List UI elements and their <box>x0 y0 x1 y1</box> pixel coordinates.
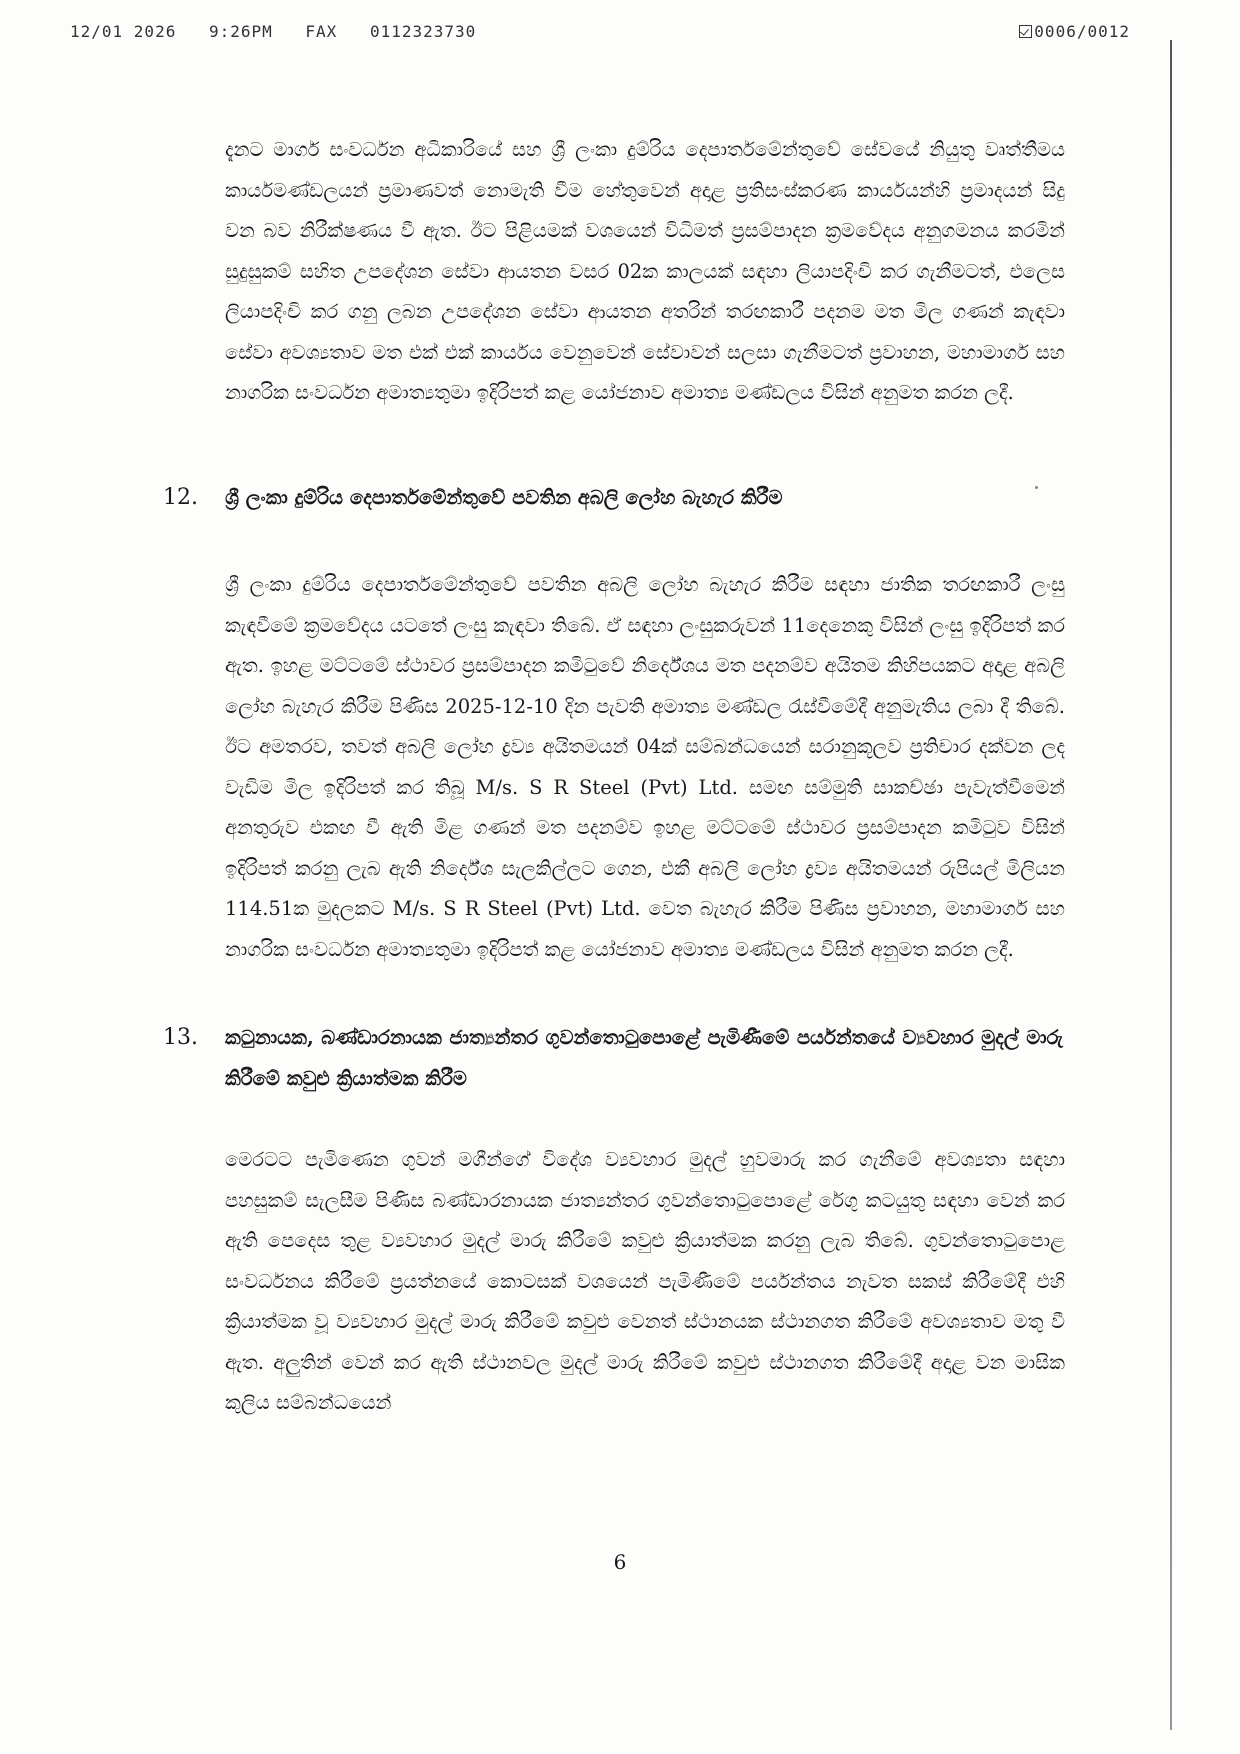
fax-number: 0112323730 <box>369 22 477 41</box>
section-number: 13. <box>163 1025 198 1050</box>
page-number: 6 <box>613 1550 627 1574</box>
scan-speck <box>1035 486 1038 489</box>
section-heading-13 <box>163 1018 1063 1099</box>
fax-date: 12/01 2026 <box>70 22 177 41</box>
section-title: කටුනායක, බණ්ඩාරනායක ජාත්‍යන්තර ගුවන්තොටුපොළේ පැමිණීමේ පර්යන්තයේ ව්‍යවහාර මුදල් මාරු කිරීමේ කවුළු ක්‍රියාත්මක කිරීම <box>225 1026 1063 1090</box>
section-number: 12. <box>163 485 198 510</box>
section-12-body: ශ්‍රී ලංකා දුම්රිය දෙපාර්තමේන්තුවේ පවතින අබලි ලෝහ බැහැර කිරීම සඳහා ජාතික තරඟකාරී ලංසු කැඳවීමේ ක්‍රමවේදය යටතේ ලංසු කැඳවා තිබේ. ඒ සඳහා ලංසුකරුවන් 11දෙනෙකු විසින් ලංසු ඉදිරිපත් කර ඇත. ඉහළ මට්ටමේ ස්ථාවර ප්‍රසම්පාදන කමිටුවේ නිර්දේශය මත පදනම්ව අයිතම කිහිපයකට අදාළ අබලි ලෝහ බැහැර කිරීම පිණිස 2025-12-10 දින පැවති අමාත්‍ය මණ්ඩල රැස්වීමේදී අනුමැතිය ලබා දී තිබේ. ඊට අමතරව, තවත් අබලි ලෝහ ද්‍රව්‍ය අයිතමයන් 04ක් සම්බන්ධයෙන් සරානුකූලව ප්‍රතිචාර දක්වන ලද වැඩිම මිල ඉදිරිපත් කර තිබූ M/s. S R Steel (Pvt) Ltd. සමඟ සම්මුති සාකච්ඡා පැවැත්වීමෙන් අනතුරුව එකඟ වී ඇති මිළ ගණන් මත පදනම්ව ඉහළ මට්ටමේ ස්ථාවර ප්‍රසම්පාදන කමිටුව විසින් ඉදිරිපත් කරනු ලැබ ඇති නිර්දේශ සැලකිල්ලට ගෙන, එකී අබලි ලෝහ ද්‍රව්‍ය අයිතමයන් රුපියල් මිලියන 114.51ක මුදලකට M/s. S R Steel (Pvt) Ltd. වෙත බැහැර කිරීම පිණිස ප්‍රවාහන, මහාමාර්ග සහ නාගරික සංවර්ධන අමාත්‍යතුමා ඉදිරිපත් කළ යෝජනාව අමාත්‍ය මණ්ඩලය විසින් අනුමත කරන ලදී. <box>225 573 1065 961</box>
checkbox-mark-icon <box>1019 25 1032 38</box>
fax-label: FAX <box>305 22 338 41</box>
fax-page-indicator <box>1019 22 1130 41</box>
fax-time: 9:26PM <box>208 22 273 41</box>
fax-page-count: 0006/0012 <box>1034 22 1130 41</box>
intro-paragraph: දැනට මාර්ග සංවර්ධන අධිකාරියේ සහ ශ්‍රී ලංකා දුම්රිය දෙපාර්තමේන්තුවේ සේවයේ නියුතු වෘත්තීමය කාර්යමණ්ඩලයන් ප්‍රමාණවත් නොමැති වීම හේතුවෙන් අදාළ ප්‍රතිසංස්කරණ කාර්යයන්හි ප්‍රමාදයන් සිදු වන බව නිරීක්ෂණය වී ඇත. ඊට පිළියමක් වශයෙන් විධිමත් ප්‍රසම්පාදන ක්‍රමවේදය අනුගමනය කරමින් සුදුසුකම් සහිත උපදේශන සේවා ආයතන වසර 02ක කාලයක් සඳහා ලියාපදිංචි කර ගැනීමටත්, එලෙස ලියාපදිංචි කර ගනු ලබන උපදේශන සේවා ආයතන අතරින් තරඟකාරී පදනම මත මිල ගණන් කැඳවා සේවා අවශ්‍යතාව මත එක් එක් කාර්යය වෙනුවෙන් සේවාවන් සලසා ගැනීමටත් ප්‍රවාහන, මහාමාර්ග සහ නාගරික සංවර්ධන අමාත්‍යතුමා ඉදිරිපත් කළ යෝජනාව අමාත්‍ය මණ්ඩලය විසින් අනුමත කරන ලදී. <box>225 138 1065 404</box>
section-title: ශ්‍රී ලංකා දුම්රිය දෙපාර්තමේන්තුවේ පවතින අබලි ලෝහ බැහැර කිරීම <box>225 486 783 509</box>
fax-header <box>70 22 1130 41</box>
scan-edge-line <box>1170 40 1172 1730</box>
section-heading-12 <box>163 478 1063 519</box>
section-13-body: මෙරටට පැමිණෙන ගුවන් මගීන්ගේ විදේශ ව්‍යවහාර මුදල් හුවමාරු කර ගැනීමේ අවශ්‍යතා සඳහා පහසුකම් සැලසීම පිණිස බණ්ඩාරනායක ජාත්‍යන්තර ගුවන්තොටුපොළේ රේගු කටයුතු සඳහා වෙන් කර ඇති පෙදෙස තුළ ව්‍යවහාර මුදල් මාරු කිරීමේ කවුළු ක්‍රියාත්මක කරනු ලැබ තිබේ. ගුවන්තොටුපොළ සංවර්ධනය කිරීමේ ප්‍රයත්නයේ කොටසක් වශයෙන් පැමිණීමේ පර්යන්තය නැවත සකස් කිරීමේදී එහි ක්‍රියාත්මක වූ ව්‍යවහාර මුදල් මාරු කිරීමේ කවුළු වෙනත් ස්ථානයක ස්ථානගත කිරීමේ අවශ්‍යතාව මතු වී ඇත. අලුතින් වෙන් කර ඇති ස්ථානවල මුදල් මාරු කිරීමේ කවුළු ස්ථානගත කිරීමේදී අදාළ වන මාසික කුලිය සම්බන්ධයෙන් <box>225 1148 1065 1414</box>
fax-transmission-info <box>70 22 498 41</box>
